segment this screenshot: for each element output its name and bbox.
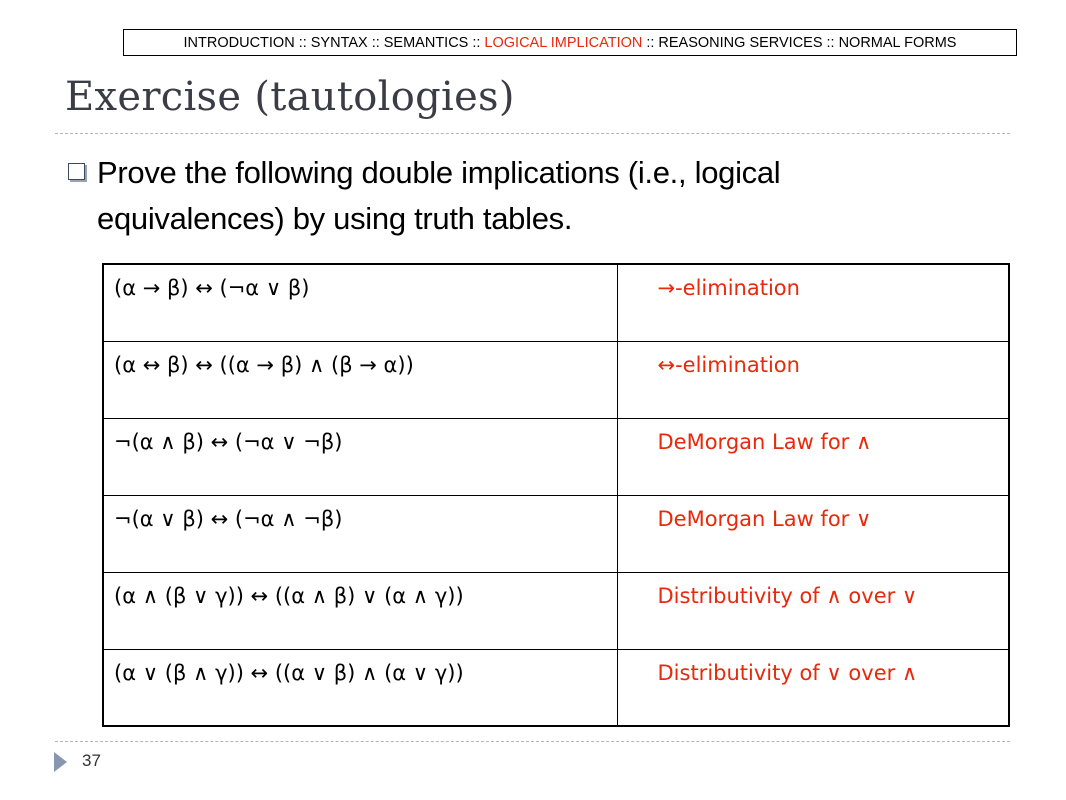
- nav-separator: ::: [298, 34, 307, 51]
- bullet-text: Prove the following double implications (i.e., logical equivalences) by using truth tables.: [97, 155, 781, 236]
- square-bullet-icon: [68, 163, 85, 180]
- equivalences-table: [102, 263, 1010, 727]
- nav-item-syntax[interactable]: SYNTAX: [310, 34, 368, 51]
- law-name-cell: Distributivity of ∨ over ∧: [617, 649, 1009, 726]
- formula-cell: (α ∨ (β ∧ γ)) ↔ ((α ∨ β) ∧ (α ∨ γ)): [103, 649, 617, 726]
- nav-item-semantics[interactable]: SEMANTICS: [383, 34, 469, 51]
- nav-separator: ::: [646, 34, 655, 51]
- section-navigation: [123, 29, 1017, 56]
- table-row: [103, 572, 1009, 649]
- footer-divider: [55, 741, 1010, 742]
- law-name-cell: DeMorgan Law for ∨: [617, 495, 1009, 572]
- page-number: 37: [82, 751, 101, 770]
- bullet-point: [68, 150, 948, 242]
- nav-separator: ::: [826, 34, 835, 51]
- table-row: [103, 418, 1009, 495]
- law-name-cell: DeMorgan Law for ∧: [617, 418, 1009, 495]
- triangle-arrow-icon: [54, 752, 67, 772]
- table-row: [103, 264, 1009, 341]
- slide-title: Exercise (tautologies): [65, 74, 515, 120]
- law-name-cell: →-elimination: [617, 264, 1009, 341]
- nav-separator: ::: [371, 34, 380, 51]
- nav-item-logical-implication[interactable]: LOGICAL IMPLICATION: [484, 34, 643, 51]
- formula-cell: ¬(α ∧ β) ↔ (¬α ∨ ¬β): [103, 418, 617, 495]
- table-row: [103, 341, 1009, 418]
- table-row: [103, 649, 1009, 726]
- formula-cell: (α ∧ (β ∨ γ)) ↔ ((α ∧ β) ∨ (α ∧ γ)): [103, 572, 617, 649]
- formula-cell: ¬(α ∨ β) ↔ (¬α ∧ ¬β): [103, 495, 617, 572]
- table-row: [103, 495, 1009, 572]
- nav-separator: ::: [472, 34, 481, 51]
- law-name-cell: Distributivity of ∧ over ∨: [617, 572, 1009, 649]
- title-divider: [55, 133, 1010, 134]
- nav-item-normal-forms[interactable]: NORMAL FORMS: [838, 34, 957, 51]
- nav-item-reasoning-services[interactable]: REASONING SERVICES: [658, 34, 823, 51]
- law-name-cell: ↔-elimination: [617, 341, 1009, 418]
- nav-item-introduction[interactable]: INTRODUCTION: [183, 34, 295, 51]
- formula-cell: (α ↔ β) ↔ ((α → β) ∧ (β → α)): [103, 341, 617, 418]
- formula-cell: (α → β) ↔ (¬α ∨ β): [103, 264, 617, 341]
